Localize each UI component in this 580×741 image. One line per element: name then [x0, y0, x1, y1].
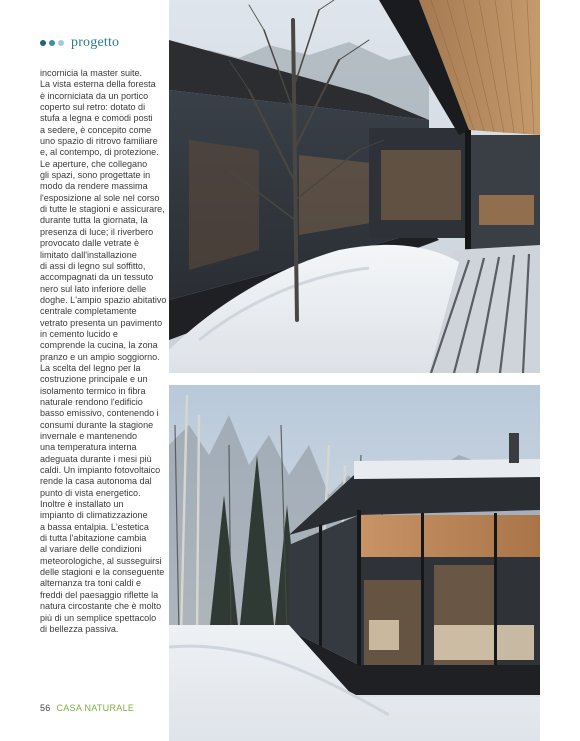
- body-line: invernale e mantenendo: [40, 431, 138, 441]
- body-line: di tutte le stagioni e assicurare,: [40, 204, 165, 215]
- body-line: accompagnati da un tessuto: [40, 272, 154, 283]
- body-line: l'esposizione al sole nel corso: [40, 192, 160, 203]
- courtyard-photo: [169, 0, 540, 373]
- page-number: 56: [40, 703, 51, 713]
- body-line: natura circostante che è molto: [40, 601, 162, 612]
- body-line: Le aperture, che collegano: [40, 158, 148, 169]
- body-line: doghe. L'ampio spazio abitativo: [40, 294, 167, 305]
- section-label: progetto: [71, 35, 120, 50]
- section-dot-1: [40, 40, 46, 46]
- body-line: di tutta l'abitazione cambia: [40, 533, 147, 544]
- body-line: e, al contempo, di protezione.: [40, 147, 159, 158]
- body-line: a bassa entalpia. L'estetica: [40, 521, 149, 532]
- article-body: [40, 68, 167, 635]
- body-line: al variare delle condizioni: [40, 544, 142, 555]
- body-line: consumi durante la stagione: [40, 419, 154, 430]
- body-line: una temperatura interna: [40, 442, 137, 453]
- body-line: basso emissivo, contenendo i: [40, 408, 159, 419]
- body-line: vetrato presenta un pavimento: [40, 317, 163, 328]
- body-line: La vista esterna della foresta: [40, 79, 156, 90]
- body-line: più di un semplice spettacolo: [40, 612, 157, 623]
- body-line: provocato dalle vetrate è: [40, 238, 140, 249]
- section-header: [40, 35, 119, 51]
- body-line: presenza di luce; il riverbero: [40, 226, 154, 237]
- body-line: isolamento termico in fibra: [40, 385, 146, 396]
- body-line: di assi di legno sul soffitto,: [40, 260, 146, 271]
- body-line: costruzione principale e un: [40, 374, 148, 385]
- body-line: alternanza tra toni caldi e: [40, 578, 142, 589]
- section-dot-3: [58, 40, 64, 46]
- body-line: adeguata durante i mesi più: [40, 453, 152, 464]
- magazine-name: CASA NATURALE: [56, 703, 135, 713]
- exterior-photo: [169, 385, 540, 741]
- body-line: centrale completamente: [40, 306, 137, 317]
- body-line: nero sul lato inferiore delle: [40, 283, 147, 294]
- body-line: uno spazio di ritrovo familiare: [40, 136, 158, 147]
- body-line: limitato dall'installazione: [40, 249, 137, 260]
- body-line: meteorologiche, al susseguirsi: [40, 555, 162, 566]
- body-line: La scelta del legno per la: [40, 362, 141, 373]
- body-line: durante tutta la giornata, la: [40, 215, 148, 226]
- body-line: punto di vista energetico.: [40, 487, 141, 498]
- body-line: modo da rendere massima: [40, 181, 148, 192]
- body-line: stufa a legna e comodi posti: [40, 113, 153, 124]
- body-line: in cemento lucido e: [40, 328, 118, 339]
- body-line: incornicia la master suite.: [40, 68, 143, 78]
- page-footer: [40, 703, 134, 713]
- body-line: naturale rendono l'edificio: [40, 396, 143, 407]
- body-line: coperto sul retro: dotato di: [40, 102, 146, 113]
- body-line: gli spazi, sono progettate in: [40, 170, 151, 181]
- body-line: Inoltre è installato un: [40, 499, 124, 510]
- body-line: comprende la cucina, la zona: [40, 340, 158, 351]
- body-line: delle stagioni e la conseguente: [40, 567, 165, 578]
- body-line: freddi del paesaggio riflette la: [40, 589, 159, 600]
- body-line: è incorniciata da un portico: [40, 90, 149, 101]
- body-line: a sedere, è concepito come: [40, 124, 152, 135]
- body-line: caldi. Un impianto fotovoltaico: [40, 465, 161, 476]
- body-line: impianto di climatizzazione: [40, 510, 148, 521]
- body-line: pranzo e un ampio soggiorno.: [40, 351, 160, 362]
- section-dot-2: [49, 40, 55, 46]
- body-line: di bellezza passiva.: [40, 623, 119, 634]
- body-line: rende la casa autonoma dal: [40, 476, 152, 487]
